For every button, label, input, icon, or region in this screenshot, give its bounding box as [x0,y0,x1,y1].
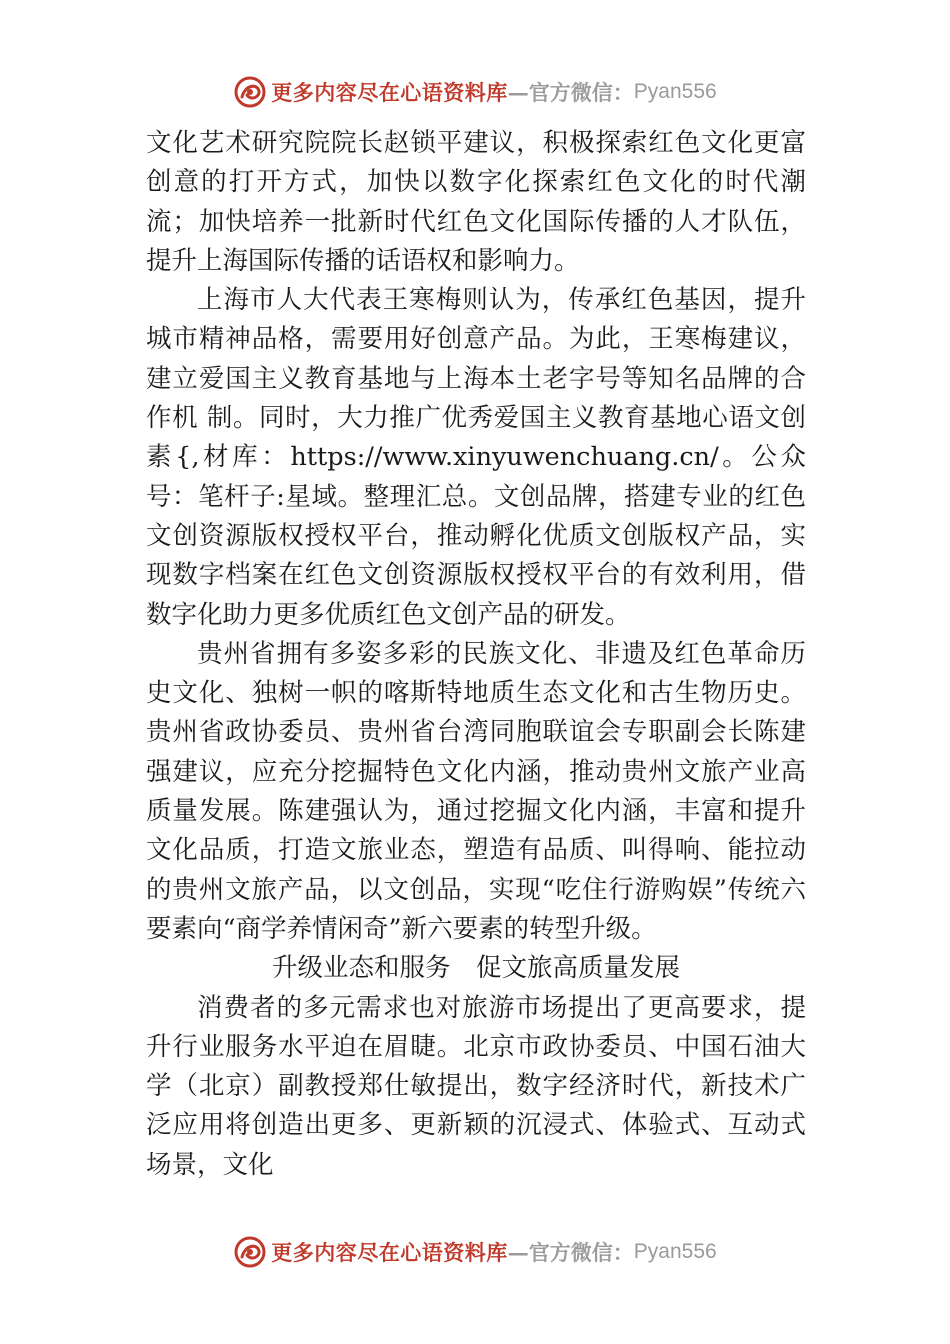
paragraph: 消费者的多元需求也对旅游市场提出了更高要求，提升行业服务水平迫在眉睫。北京市政协委员、中国石油大学（北京）副教授郑仕敏提出，数字经济时代，新技术广泛应用将创造出更多、更新颖的沉浸式、体验式、互动式场景，文化 [146,992,806,1180]
paragraph: 文化艺术研究院院长赵锁平建议，积极探索红色文化更富创意的打开方式，加快以数字化探索红色文化的时代潮流；加快培养一批新时代红色文化国际传播的人才队伍，提升上海国际传播的话语权和影响力。 [146,128,806,276]
paragraph: 贵州省拥有多姿多彩的民族文化、非遗及红色革命历史文化、独树一帜的喀斯特地质生态文化和古生物历史。贵州省政协委员、贵州省台湾同胞联谊会专职副会长陈建强建议，应充分挖掘特色文化内涵，推动贵州文旅产业高质量发展。陈建强认为，通过挖掘文化内涵，丰富和提升文化品质，打造文旅业态，塑造有品质、叫得响、能拉动的贵州文旅产品，以文创品，实现“吃住行游购娱”传统六要素向“商学养情闲奇”新六要素的转型升级。 [146,638,806,944]
article-body [146,124,806,1185]
footer-banner [0,1232,950,1272]
header-banner [0,72,950,112]
swirl-logo-icon [233,1235,267,1269]
banner-wechat-id: Pyan556 [633,80,717,103]
banner-title: 更多内容尽在心语资料库 [271,1240,508,1265]
banner-wechat-id: Pyan556 [633,1240,717,1263]
banner-wechat-label: 官方微信： [528,1240,634,1265]
banner-separator: — [507,1239,529,1265]
banner-separator: — [507,79,529,105]
section-heading: 升级业态和服务 促文旅高质量发展 [271,953,680,984]
banner-wechat-label: 官方微信： [528,80,634,105]
banner-title: 更多内容尽在心语资料库 [271,80,508,105]
swirl-logo-icon [233,75,267,109]
paragraph: 上海市人大代表王寒梅则认为，传承红色基因，提升城市精神品格，需要用好创意产品。为此，王寒梅建议，建立爱国主义教育基地与上海本土老字号等知名品牌的合作机 制。同时，大力推广优秀爱国主义教育基地心语文创素{,材库：https://www.xinyuwenchuang.cn/。公众号：笔杆子:星域。整理汇总。文创品牌，搭建专业的红色文创资源版权授权平台，推动孵化优质文创版权产品，实现数字档案在红色文创资源版权授权平台的有效利用，借数字化助力更多优质红色文创产品的研发。 [146,285,806,630]
